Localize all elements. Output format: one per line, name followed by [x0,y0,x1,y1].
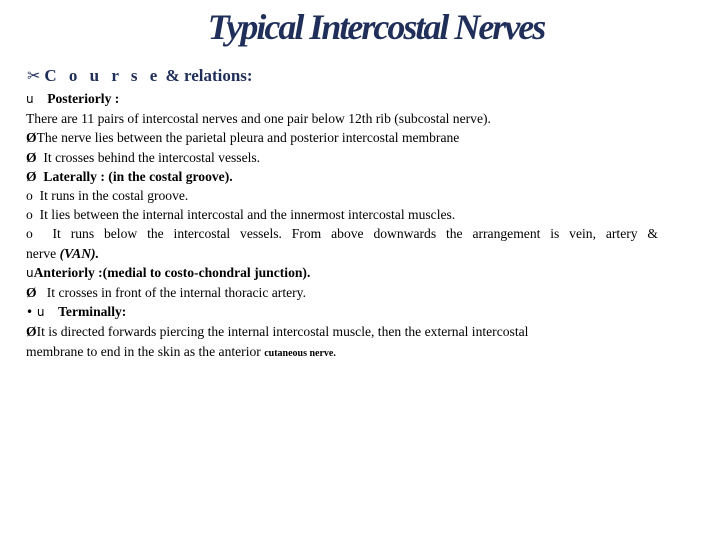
text-line: There are 11 pairs of intercostal nerves and one pair below 12th rib (subcostal nerve). [26,111,491,127]
circle-line [26,205,658,224]
bullet-line-anteriorly [26,263,658,283]
content-body [26,89,658,363]
heading-anteriorly: Anteriorly :(medial to costo-chondral junction). [33,264,311,280]
circle-marker: o [26,207,33,223]
circle-line [26,224,658,243]
circle-marker: o [26,188,33,204]
heading-course: C o u r s e [44,66,162,85]
arrow-text: It is directed forwards piercing the internal intercostal muscle, then the external intercostal [36,324,529,340]
van-label: (VAN). [59,245,99,261]
bullet-marker: • u [26,305,45,320]
arrow-line [26,322,658,341]
bullet-line-posteriorly [26,89,658,109]
section-heading [27,66,253,86]
text-continued: nerve [26,245,60,261]
circle-text: It runs below the intercostal vessels. From above downwards the arrangement is vein, artery & [52,226,658,242]
arrow-line [26,148,658,167]
arrow-marker: Ø [26,168,37,184]
heading-relations: & relations: [161,66,253,85]
arrow-marker: Ø [26,324,37,340]
circle-text: It runs in the costal groove. [39,188,189,204]
circle-text: It lies between the internal intercostal and the innermost intercostal muscles. [39,207,456,223]
arrow-marker: Ø [26,285,37,301]
cutaneous-nerve-label: cutaneous nerve. [264,347,336,359]
circle-line [26,186,658,205]
text-line-continued [26,342,658,363]
text-line-continued [26,244,658,263]
arrow-line [26,167,658,186]
arrow-text: It crosses behind the intercostal vessels. [43,149,261,165]
arrow-marker: Ø [26,130,37,146]
page-title: Typical Intercostal Nerves [207,7,545,47]
heading-laterally: Laterally : (in the costal groove). [43,168,233,184]
heading-posteriorly: Posteriorly : [47,91,120,106]
bullet-line-terminally [26,302,658,322]
arrow-text: It crosses in front of the internal thoracic artery. [46,285,306,301]
bullet-marker: u [26,92,34,106]
scissors-icon: ✂ [27,68,41,85]
arrow-text: The nerve lies between the parietal pleura and posterior intercostal membrane [36,130,460,146]
heading-terminally: Terminally: [58,304,127,320]
text-continued: membrane to end in the skin as the anterior [26,343,265,359]
bullet-marker: u [26,265,34,280]
circle-marker: o [26,226,33,242]
arrow-marker: Ø [26,149,37,165]
arrow-line [26,128,658,147]
arrow-line [26,283,658,302]
